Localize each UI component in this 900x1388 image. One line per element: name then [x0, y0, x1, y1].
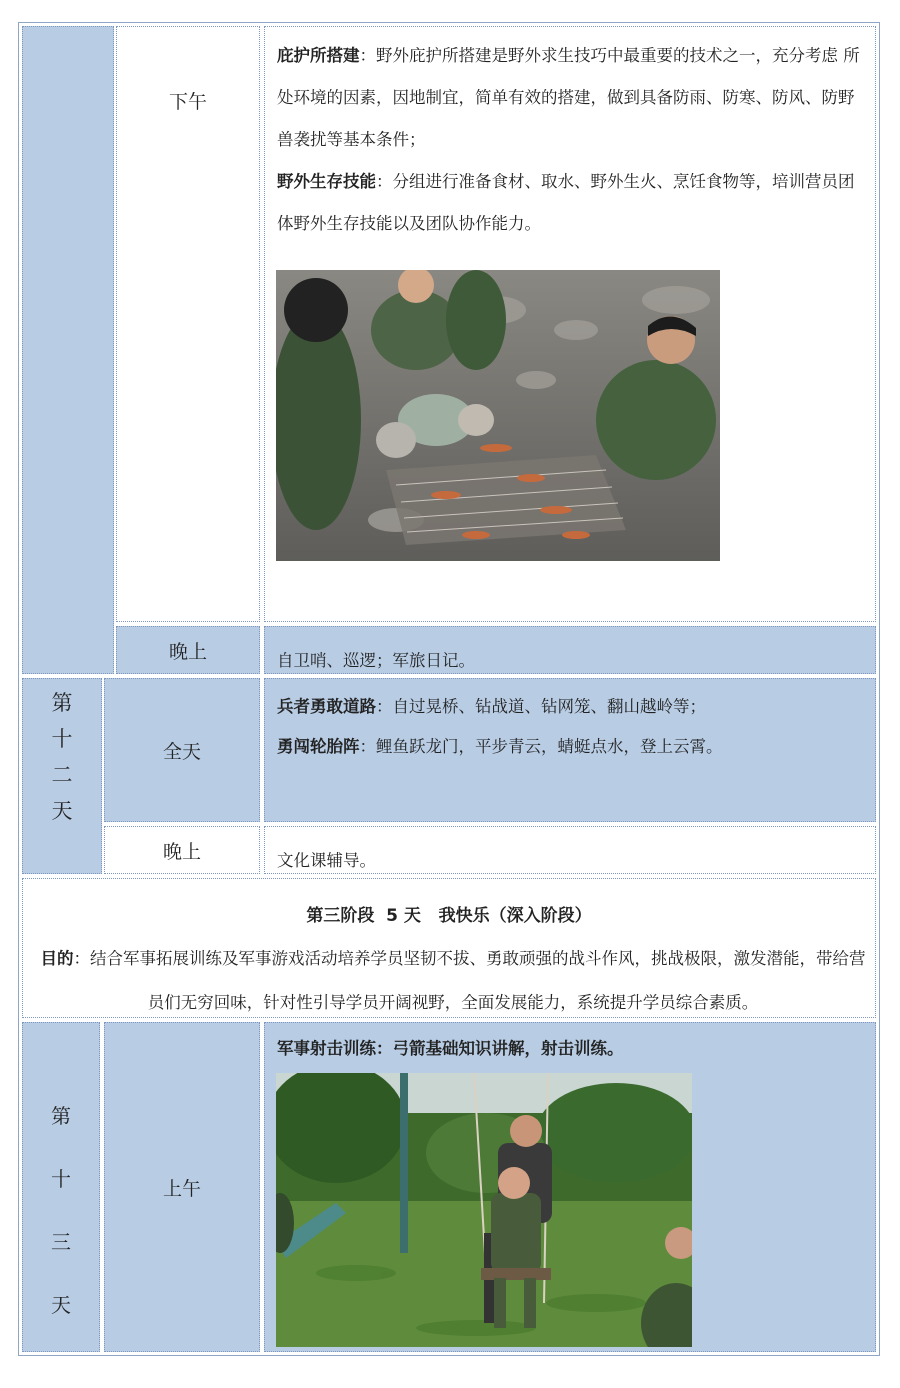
campers-grilling-icon	[276, 270, 720, 561]
activity-text: 文化课辅导。	[277, 851, 376, 870]
day12-evening-content-cell	[264, 826, 876, 874]
swing-photo-icon	[276, 1073, 692, 1347]
activity-text: ：鲤鱼跃龙门，平步青云，蜻蜓点水，登上云霄。	[359, 737, 723, 756]
time-label: 晚上	[162, 840, 201, 863]
day12-allday-time-cell	[104, 678, 260, 822]
campers-grilling-photo	[276, 270, 720, 561]
day12-evening-time-cell	[104, 826, 260, 874]
day11-label-cell	[22, 26, 114, 674]
day-char: 十	[51, 1167, 71, 1191]
time-label: 晚上	[168, 640, 207, 663]
day-char: 三	[51, 1230, 71, 1254]
day-char: 二	[51, 763, 73, 787]
day11-evening-time-cell	[116, 626, 260, 674]
swing-photo	[276, 1073, 692, 1347]
phase-purpose	[35, 937, 871, 1025]
day11-evening-content-cell	[264, 626, 876, 674]
day-char: 第	[51, 1104, 71, 1128]
time-label: 全天	[162, 740, 201, 763]
activity-text: ：野外庇护所搭建是野外求生技巧中最重要的技术之一，充分考虑 所处环境的因素，因地制宜，简单有效的搭建，做到具备防雨、防寒、防风、防野兽袭扰等基本条件；	[277, 46, 860, 149]
activity-title: 兵者勇敢道路	[277, 697, 376, 716]
activity-text: ：分组进行准备食材、取水、野外生火、烹饪食物等，培训营员团体野外生存技能以及团队协作能力。	[277, 172, 855, 233]
phase3-cell	[22, 878, 876, 1018]
activity-text: ：弓箭基础知识讲解，射击训练。	[376, 1039, 624, 1058]
day-char: 天	[51, 1293, 71, 1317]
day-char: 天	[51, 799, 73, 823]
activity-text: ：自过晃桥、钻战道、钻网笼、翻山越岭等；	[376, 697, 706, 716]
day11-afternoon-content-cell	[264, 26, 876, 622]
purpose-text: ：结合军事拓展训练及军事游戏活动培养学员坚韧不拔、勇敢顽强的战斗作风，挑战极限，激发潜能，带给营员们无穷回味，针对性引导学员开阔视野，全面发展能力，系统提升学员综合素质。	[73, 949, 866, 1012]
day13-label-cell	[22, 1022, 100, 1352]
activity-text: 自卫哨、巡逻；军旅日记。	[277, 651, 475, 670]
activity-title: 勇闯轮胎阵	[277, 737, 360, 756]
day13-morning-content-cell	[264, 1022, 876, 1352]
day12-allday-content-cell	[264, 678, 876, 822]
activity-title: 庇护所搭建	[277, 46, 360, 65]
activity-title: 军事射击训练	[277, 1039, 376, 1058]
activity-title: 野外生存技能	[277, 172, 376, 191]
day13-morning-time-cell	[104, 1022, 260, 1352]
day-char: 第	[51, 691, 73, 715]
day12-label-cell	[22, 678, 102, 874]
day11-afternoon-time-cell	[116, 26, 260, 622]
time-label: 下午	[168, 91, 207, 113]
purpose-label: 目的	[40, 949, 74, 968]
time-label: 上午	[162, 1177, 201, 1200]
phase-title: 第三阶段 5 天 我快乐（深入阶段）	[306, 906, 592, 926]
day-char: 十	[51, 727, 73, 751]
